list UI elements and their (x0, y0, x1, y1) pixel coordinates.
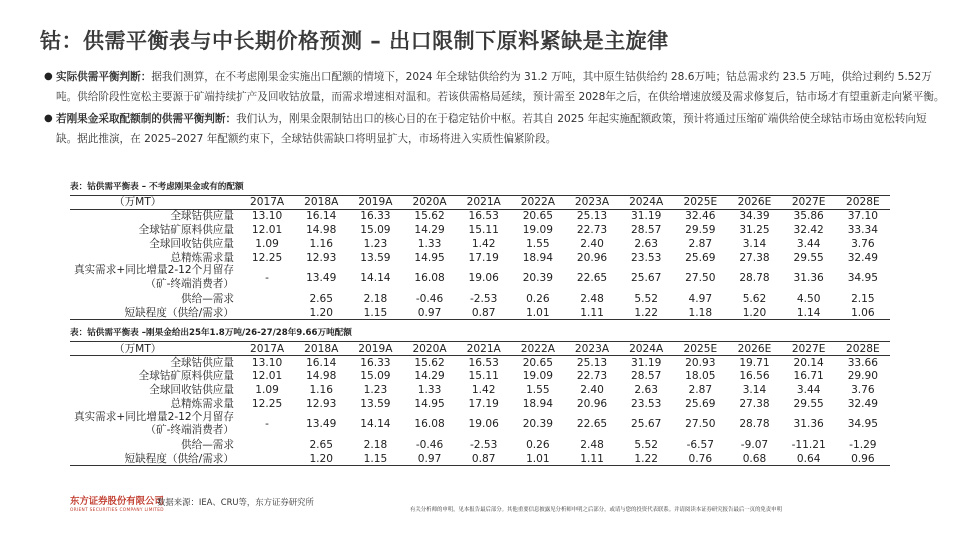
table-cell: 16.53 (468, 210, 499, 223)
table-cell: 20.39 (522, 272, 554, 285)
table-cell: 14.14 (360, 272, 391, 285)
table-cell: 13.10 (251, 210, 283, 223)
table-cell: 18.05 (685, 370, 716, 383)
table-cell: 2.63 (634, 237, 658, 250)
row-label: 总精炼需求量 (170, 397, 234, 410)
table-cell: 1.20 (309, 452, 334, 465)
table-row (70, 355, 890, 369)
table-cell: 12.01 (251, 370, 283, 383)
row-label: 短缺程度（供给/需求） (124, 452, 234, 465)
table-cell: 1.14 (796, 306, 821, 319)
table-cell: 33.34 (847, 223, 879, 236)
year-header: 2018A (304, 196, 339, 209)
table-cell: 3.44 (796, 383, 821, 396)
table-cell: 1.16 (309, 383, 334, 396)
table-cell: 12.93 (306, 397, 337, 410)
table-cell: 14.95 (414, 397, 445, 410)
table-cell (240, 452, 294, 466)
table-cell: 22.73 (576, 370, 608, 383)
table-cell: 16.08 (414, 272, 445, 285)
table-cell: 18.94 (522, 397, 554, 410)
table-cell: 1.55 (526, 383, 550, 396)
table-cell: 4.50 (796, 292, 821, 305)
table-cell: 15.09 (360, 370, 391, 383)
table-cell: 12.93 (306, 251, 337, 264)
table-cell: 14.95 (414, 251, 445, 264)
table-cell: 12.25 (251, 251, 283, 264)
row-label: 全球钴供应量 (170, 210, 234, 223)
table-cell: 16.71 (793, 370, 824, 383)
table-cell: 1.01 (526, 306, 550, 319)
table-cell: 31.19 (631, 356, 662, 369)
table-cell: 20.96 (576, 251, 608, 264)
table-cell: 19.06 (468, 418, 499, 431)
table-cell: 1.20 (742, 306, 767, 319)
row-label: 真实需求+同比增量2-12个月留存（矿-终端消费者） (73, 410, 234, 437)
table-row (70, 264, 890, 292)
row-label: 全球钴供应量 (170, 356, 234, 369)
table-cell: 16.53 (468, 356, 499, 369)
table-cell: 2.18 (363, 439, 388, 452)
year-header: 2024A (629, 342, 664, 355)
table-cell: -2.53 (469, 292, 498, 305)
table-cell: 27.50 (685, 272, 716, 285)
table-cell: 0.87 (471, 452, 496, 465)
table-cell: 1.15 (363, 452, 388, 465)
table-cell: - (265, 418, 269, 431)
table-cell: 1.15 (363, 306, 388, 319)
table-cell: 2.40 (580, 383, 604, 396)
table-cell: -6.57 (686, 439, 715, 452)
table-cell: 25.69 (685, 397, 716, 410)
table-row (70, 251, 890, 265)
table-row (70, 369, 890, 383)
table-cell: 0.26 (526, 292, 550, 305)
table-cell: 25.67 (631, 272, 662, 285)
table-cell (240, 438, 294, 452)
table-cell: 25.67 (631, 418, 662, 431)
table-cell: 3.14 (742, 383, 767, 396)
table-header-row (70, 196, 890, 210)
table-row (70, 209, 890, 223)
table-caption: 表：钴供需平衡表 – 不考虑刚果金或有的配额 (70, 182, 244, 192)
table-cell: 0.97 (417, 306, 442, 319)
row-label: 全球回收钴供应量 (149, 237, 234, 250)
table-cell: 13.49 (306, 418, 337, 431)
table-cell: 13.10 (251, 356, 283, 369)
row-label: 全球回收钴供应量 (149, 383, 234, 396)
table-cell: 20.65 (522, 356, 554, 369)
table-cell: - (265, 272, 269, 285)
table-cell: 28.57 (631, 370, 662, 383)
table-cell: 27.38 (739, 397, 770, 410)
table-cell: 1.22 (634, 306, 658, 319)
table-cell: 3.76 (851, 383, 875, 396)
table-cell: 14.98 (306, 370, 337, 383)
logo-name-cn: 东方证券股份有限公司 (70, 496, 164, 507)
table-cell: 20.93 (685, 356, 716, 369)
bullet-marker-icon: ● (44, 113, 53, 124)
table-cell: 2.15 (851, 292, 875, 305)
table-cell: 32.49 (847, 251, 879, 264)
data-source-note: 数据来源：IEA、CRU等，东方证券研究所 (157, 497, 314, 507)
table-cell: 2.40 (580, 237, 604, 250)
table-row (70, 438, 890, 452)
table-cell: 20.65 (522, 210, 554, 223)
table-cell: 29.55 (793, 397, 824, 410)
table-cell: 19.09 (522, 370, 554, 383)
table-cell: 31.36 (793, 418, 824, 431)
table-header-row (70, 342, 890, 356)
table-cell: 1.23 (363, 237, 388, 250)
table-cell: 16.14 (306, 356, 337, 369)
year-header: 2028E (846, 196, 880, 209)
bullet-actual-balance (44, 67, 946, 107)
year-header: 2023A (574, 196, 610, 209)
table-cell: 34.39 (739, 210, 770, 223)
table-cell: 1.55 (526, 237, 550, 250)
table-cell: -2.53 (469, 439, 498, 452)
year-header: 2019A (358, 342, 393, 355)
year-header: 2023A (574, 342, 610, 355)
table-cell: 32.46 (685, 210, 716, 223)
table-cell: 32.49 (847, 397, 879, 410)
table-cell: 3.14 (742, 237, 767, 250)
table-cell: 1.18 (688, 306, 713, 319)
table-cell: 2.87 (688, 237, 713, 250)
table-cell: 1.33 (417, 237, 442, 250)
table-cell: 34.95 (847, 272, 879, 285)
supply-demand-table-no-quota (70, 195, 890, 320)
table-cell: 2.65 (309, 439, 334, 452)
row-label: 短缺程度（供给/需求） (124, 306, 234, 319)
table-cell: 14.14 (360, 418, 391, 431)
table-cell: 33.66 (847, 356, 879, 369)
table-cell: 1.20 (309, 306, 334, 319)
table-row (70, 411, 890, 439)
year-header: 2028E (846, 342, 880, 355)
table-cell: 32.42 (793, 223, 824, 236)
table-cell: 5.52 (634, 439, 658, 452)
table-cell: 12.01 (251, 223, 283, 236)
table-cell: 15.11 (468, 370, 499, 383)
table-cell: 34.95 (847, 418, 879, 431)
table-cell: 15.11 (468, 223, 499, 236)
table-cell: 1.33 (417, 383, 442, 396)
table-cell: 1.42 (471, 237, 496, 250)
year-header: 2025E (683, 342, 718, 355)
year-header: 2020A (412, 342, 447, 355)
table-cell: 22.65 (576, 418, 608, 431)
table-cell (240, 306, 294, 320)
table-cell: -0.46 (415, 439, 444, 452)
table-cell: 16.33 (360, 210, 391, 223)
table-row (70, 397, 890, 411)
table-cell: 20.14 (793, 356, 824, 369)
table-cell: 14.98 (306, 223, 337, 236)
table-cell: 19.09 (522, 223, 554, 236)
table-cell: 12.25 (251, 397, 283, 410)
year-header: 2027E (791, 342, 826, 355)
table-cell: 0.76 (688, 452, 713, 465)
table-cell: 1.23 (363, 383, 388, 396)
table-caption: 表：钴供需平衡表 –刚果金给出25年1.8万吨/26-27/28年9.66万吨配额 (70, 328, 352, 339)
balance-tables (70, 180, 890, 466)
table-cell: 29.59 (685, 223, 716, 236)
unit-header: （万MT） (114, 196, 162, 209)
row-label: 供给—需求 (181, 439, 234, 452)
table-cell: 28.57 (631, 223, 662, 236)
table-cell: 25.13 (576, 356, 608, 369)
table-cell: 20.39 (522, 418, 554, 431)
table-cell: 15.09 (360, 223, 391, 236)
bullet-lead: 若刚果金采取配额制的供需平衡判断： (56, 113, 237, 125)
bullet-text: 据我们测算，在不考虑刚果金实施出口配额的情境下，2024 年全球钴供给约为 31.2 万吨，其中原生钴供给约 28.6万吨；钴总需求约 23.5 万吨，供给过剩约 5.52万吨。供给阶段性宽松主要源于矿端持续扩产及回收钴放量，而需求增速相对温和。若该供需格局延续，预计需至 2028年之后，在供给增速放缓及需求修复后，钴市场才有望重新走向紧平衡。 (56, 71, 945, 103)
year-header: 2020A (412, 196, 447, 209)
year-header: 2024A (629, 196, 664, 209)
table-cell: 29.55 (793, 251, 824, 264)
table-cell: -1.29 (849, 439, 877, 452)
table-cell: 4.97 (688, 292, 713, 305)
table-cell: 1.42 (471, 383, 496, 396)
table-cell: 0.97 (417, 452, 442, 465)
table-cell: 1.06 (851, 306, 875, 319)
year-header: 2022A (520, 196, 555, 209)
table-cell: 13.49 (306, 272, 337, 285)
table-row (70, 223, 890, 237)
table-cell: 1.01 (526, 452, 550, 465)
table-cell: 15.62 (414, 356, 445, 369)
disclaimer-note: 有关分析师的申明，见本报告最后部分。其他重要信息披露见分析师申明之后部分，或请与您的投资代表联系。并请阅读本证券研究报告最后一页的免责申明 (410, 507, 782, 513)
table-cell: 2.65 (309, 292, 334, 305)
table-cell: 22.73 (576, 223, 608, 236)
logo-name-en: ORIENT SECURITIES COMPANY LIMITED (70, 508, 164, 513)
row-label: 供给—需求 (181, 292, 234, 305)
table-cell: 17.19 (468, 251, 499, 264)
year-header: 2026E (737, 342, 772, 355)
table-row (70, 306, 890, 320)
table-cell: 22.65 (576, 272, 608, 285)
table-cell: 3.76 (851, 237, 875, 250)
table-cell: 1.16 (309, 237, 334, 250)
summary-bullets (44, 67, 946, 151)
year-header: 2025E (683, 196, 718, 209)
year-header: 2021A (466, 342, 501, 355)
table-cell: 18.94 (522, 251, 554, 264)
year-header: 2027E (791, 196, 826, 209)
unit-header: （万MT） (114, 342, 162, 355)
table-cell: 28.78 (739, 418, 770, 431)
table-cell: 27.50 (685, 418, 716, 431)
year-header: 2018A (304, 342, 339, 355)
table-cell: 16.33 (360, 356, 391, 369)
table-cell: 2.48 (580, 439, 604, 452)
year-header: 2017A (249, 342, 285, 355)
table-cell: -0.46 (415, 292, 444, 305)
year-header: 2021A (466, 196, 501, 209)
table-cell: 1.11 (580, 452, 604, 465)
row-label: 全球钴矿原料供应量 (138, 223, 234, 236)
table-cell: 35.86 (793, 210, 824, 223)
table-cell: 0.64 (796, 452, 821, 465)
table-cell: 1.09 (255, 237, 279, 250)
table-cell: 2.87 (688, 383, 713, 396)
table-row (70, 383, 890, 397)
table-cell: 14.29 (414, 370, 445, 383)
table-cell: 31.19 (631, 210, 662, 223)
table-cell: 31.36 (793, 272, 824, 285)
row-label: 总精炼需求量 (170, 251, 234, 264)
table-row (70, 292, 890, 306)
table-cell: 20.96 (576, 397, 608, 410)
table-cell: 0.26 (526, 439, 550, 452)
table-cell: 1.22 (634, 452, 658, 465)
table-cell: 15.62 (414, 210, 445, 223)
table-cell: 13.59 (360, 397, 391, 410)
table-cell: 2.63 (634, 383, 658, 396)
table-cell: 3.44 (796, 237, 821, 250)
table-cell: 0.87 (471, 306, 496, 319)
page-footer (0, 480, 960, 540)
table-cell: 5.52 (634, 292, 658, 305)
table-cell: 37.10 (847, 210, 879, 223)
bullet-marker-icon: ● (44, 71, 53, 82)
bullet-quota-balance (44, 109, 946, 149)
table-cell: 27.38 (739, 251, 770, 264)
table-cell: 1.09 (255, 383, 279, 396)
table-cell: 23.53 (631, 397, 662, 410)
table-cell: 23.53 (631, 251, 662, 264)
year-header: 2022A (520, 342, 555, 355)
year-header: 2026E (737, 196, 772, 209)
table-row (70, 237, 890, 251)
table-cell: 5.62 (742, 292, 767, 305)
table-cell: 0.68 (742, 452, 767, 465)
company-logo (70, 493, 164, 513)
table-cell: 19.06 (468, 272, 499, 285)
table-cell: 17.19 (468, 397, 499, 410)
table-cell: 16.14 (306, 210, 337, 223)
table-cell: 2.18 (363, 292, 388, 305)
year-header: 2019A (358, 196, 393, 209)
supply-demand-table-with-quota (70, 341, 890, 466)
row-label: 全球钴矿原料供应量 (138, 370, 234, 383)
table-cell: 25.13 (576, 210, 608, 223)
table-cell: 19.71 (739, 356, 770, 369)
row-label: 真实需求+同比增量2-12个月留存（矿-终端消费者） (73, 264, 234, 291)
table-cell: 1.11 (580, 306, 604, 319)
table-cell: 16.08 (414, 418, 445, 431)
page-title: 钴：供需平衡表与中长期价格预测 – 出口限制下原料紧缺是主旋律 (40, 29, 669, 53)
bullet-lead: 实际供需平衡判断： (56, 71, 152, 83)
table-cell: 14.29 (414, 223, 445, 236)
table-cell: 28.78 (739, 272, 770, 285)
table-cell: 31.25 (739, 223, 770, 236)
bullet-text: 我们认为，刚果金限制钴出口的核心目的在于稳定钴价中枢。若其自 2025 年起实施配额政策，预计将通过压缩矿端供给使全球钴市场由宽松转向短缺。据此推演，在 2025–2027 年配额约束下，全球钴供需缺口将明显扩大，市场将进入实质性偏紧阶段。 (56, 113, 927, 145)
table-cell: 25.69 (685, 251, 716, 264)
table-cell: 13.59 (360, 251, 391, 264)
year-header: 2017A (249, 196, 285, 209)
table-cell: -9.07 (740, 439, 769, 452)
table-cell: 0.96 (851, 452, 875, 465)
table-row (70, 452, 890, 466)
table-cell: 2.48 (580, 292, 604, 305)
table-cell: 16.56 (739, 370, 770, 383)
table-cell: -11.21 (791, 439, 826, 452)
table-cell: 29.90 (847, 370, 879, 383)
table-cell (240, 292, 294, 306)
